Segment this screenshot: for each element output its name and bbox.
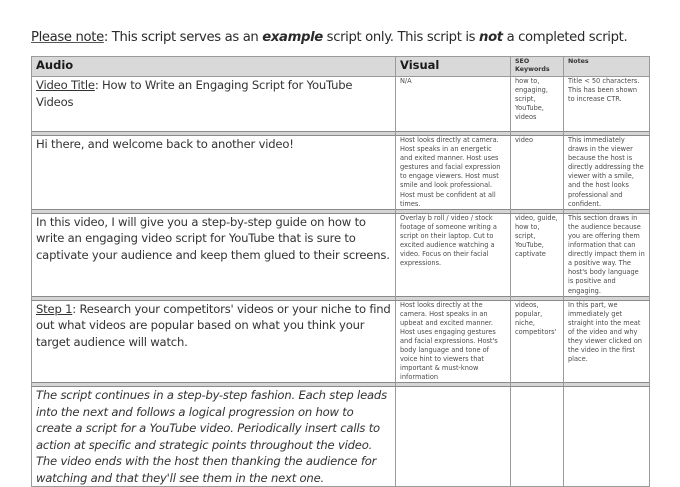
note-prefix: Please note xyxy=(31,30,104,45)
note-emphasis-not: not xyxy=(479,30,503,45)
table-row xyxy=(32,136,650,210)
header-audio: Audio xyxy=(32,57,396,77)
audio-cell: In this video, I will give you a step-by-step guide on how to write an engaging video script for YouTube that is sure to captivate your audience and keep them glued to their screens. xyxy=(32,213,396,296)
table-header-row xyxy=(32,57,650,77)
note-text-3: a completed script. xyxy=(502,30,628,45)
note-text-2: script only. This script is xyxy=(322,30,480,45)
seo-cell: video, guide, how to, script, YouTube, captivate xyxy=(511,213,564,296)
visual-cell: Overlay b roll / video / stock footage of someone writing a script on their laptop. Cut to excited audience watching a video. Focus on their facial expressions. xyxy=(396,213,511,296)
visual-cell xyxy=(396,387,511,487)
visual-cell: Host looks directly at the camera. Host speaks in an upbeat and excited manner. Host uses engaging gestures and facial expressions. Host's body language and tone of voice hint to viewers that important & must-know information xyxy=(396,300,511,383)
table-row xyxy=(32,387,650,487)
note-emphasis-example: example xyxy=(262,30,323,45)
step-1-label: Step 1 xyxy=(36,301,73,316)
note-text-1: This script serves as an xyxy=(107,30,263,45)
visual-cell: N/A xyxy=(396,77,511,132)
video-title-text: : How to Write an Engaging Script for YouTube Videos xyxy=(36,78,353,109)
note-colon: : xyxy=(103,30,108,45)
audio-cell: The script continues in a step-by-step fashion. Each step leads into the next and follows a logical progression on how to create a script for a YouTube video. Periodically insert calls to action at specific and strategic points throughout the video. The video ends with the host then thanking the audience for watching and that they'll see them in the next one. xyxy=(32,387,396,487)
disclaimer-note xyxy=(31,30,627,45)
notes-cell: This immediately draws in the viewer because the host is directly addressing the viewer with a smile, and the host looks professional and confident. xyxy=(564,136,650,210)
table-row xyxy=(32,300,650,383)
audio-cell xyxy=(32,77,396,132)
seo-cell: videos, popular, niche, competitors' xyxy=(511,300,564,383)
notes-cell: Title < 50 characters. This has been shown to increase CTR. xyxy=(564,77,650,132)
script-table xyxy=(31,56,650,487)
seo-cell xyxy=(511,387,564,487)
video-title-label: Video Title xyxy=(36,78,95,92)
header-notes: Notes xyxy=(564,57,650,77)
audio-cell xyxy=(32,300,396,383)
table-row xyxy=(32,213,650,296)
seo-cell: video xyxy=(511,136,564,210)
header-visual: Visual xyxy=(396,57,511,77)
visual-cell: Host looks directly at camera. Host speaks in an energetic and exited manner. Host uses gestures and facial expression to engage viewers. Host must smile and look professional. Host must be confident at all times. xyxy=(396,136,511,210)
step-1-text: : Research your competitors' videos or your niche to find out what videos are popular based on what you think your target audience will watch. xyxy=(36,301,391,349)
table-row xyxy=(32,77,650,132)
audio-cell: Hi there, and welcome back to another video! xyxy=(32,136,396,210)
notes-cell xyxy=(564,387,650,487)
notes-cell: This section draws in the audience because you are offering them information that can directly impact them in a positive way. The host's body language is positive and engaging. xyxy=(564,213,650,296)
seo-cell: how to, engaging, script, YouTube, videos xyxy=(511,77,564,132)
header-seo-keywords: SEO Keywords xyxy=(511,57,564,77)
notes-cell: In this part, we immediately get straight into the meat of the video and why they viewer clicked on the video in the first place. xyxy=(564,300,650,383)
